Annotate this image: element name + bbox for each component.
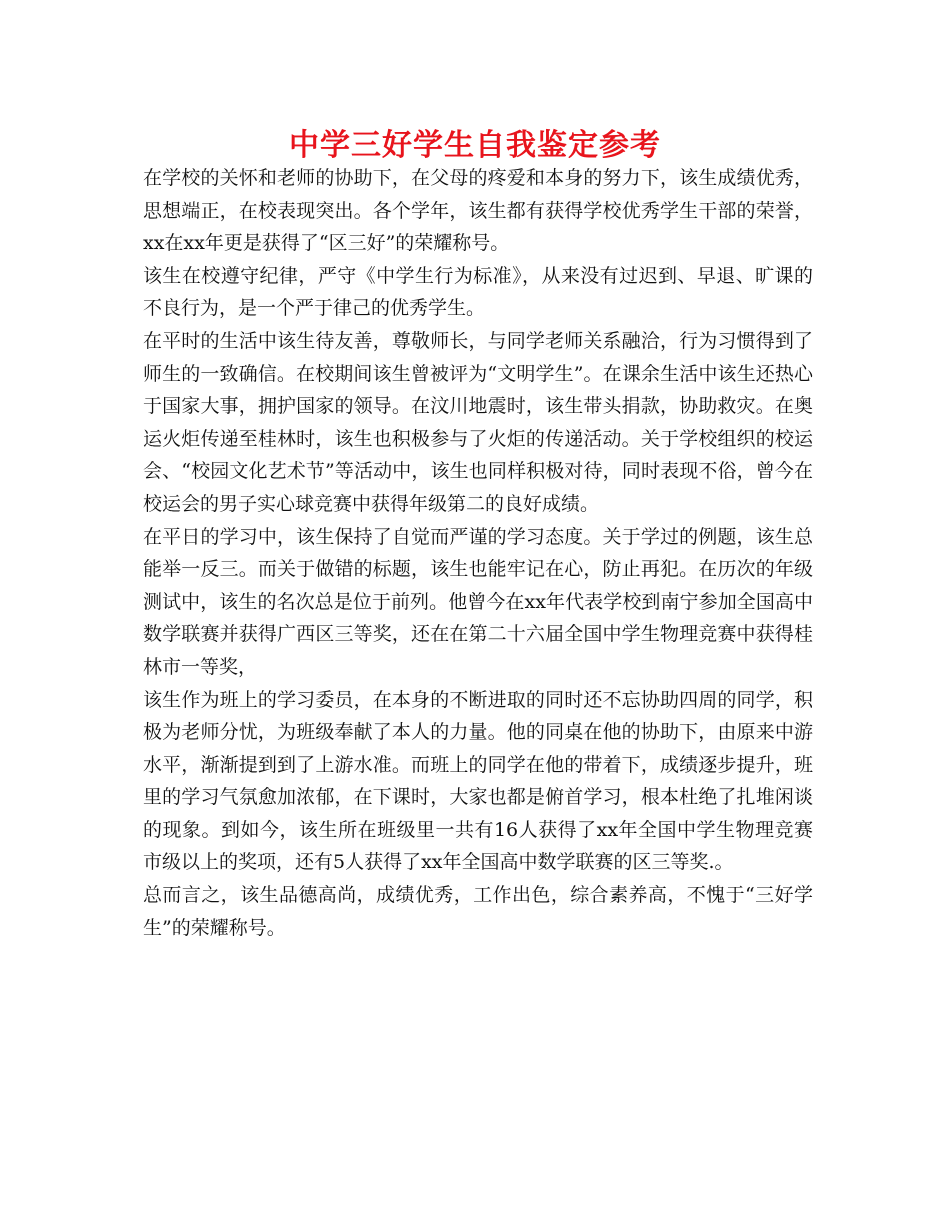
paragraph-5: 该生作为班上的学习委员，在本身的不断进取的同时还不忘协助四周的同学，积极为老师分忧，为班级奉献了本人的力量。他的同桌在他的协助下，由原来中游水平，渐渐提到到了上游水准。而班上的同学在他的带着下，成绩逐步提升，班里的学习气氛愈加浓郁，在下课时，大家也都是俯首学习，根本杜绝了扎堆闲谈的现象。到如今，该生所在班级里一共有16人获得了xx年全国中学生物理竞赛市级以上的奖项，还有5人获得了xx年全国高中数学联赛的区三等奖.。: [143, 688, 813, 874]
paragraph-6: 总而言之，该生品德高尚，成绩优秀，工作出色，综合素养高，不愧于“三好学生”的荣耀称号。: [143, 884, 813, 939]
paragraph-3: 在平时的生活中该生待友善，尊敬师长，与同学老师关系融洽，行为习惯得到了师生的一致确信。在校期间该生曾被评为“文明学生”。在课余生活中该生还热心于国家大事，拥护国家的领导。在汶川地震时，该生带头捐款，协助救灾。在奥运火炬传递至桂林时，该生也积极参与了火炬的传递活动。关于学校组织的校运会、“校园文化艺术节”等活动中，该生也同样积极对待，同时表现不俗，曾今在校运会的男子实心球竞赛中获得年级第二的良好成绩。: [143, 329, 813, 515]
paragraph-2: 该生在校遵守纪律，严守《中学生行为标准》，从来没有过迟到、早退、旷课的不良行为，是一个严于律己的优秀学生。: [143, 264, 813, 320]
paragraph-4: 在平日的学习中，该生保持了自觉而严谨的学习态度。关于学过的例题，该生总能举一反三。而关于做错的标题，该生也能牢记在心，防止再犯。在历次的年级测试中，该生的名次总是位于前列。他曾今在xx年代表学校到南宁参加全国高中数学联赛并获得广西区三等奖，还在在第二十六届全国中学生物理竞赛中获得桂林市一等奖，: [143, 525, 813, 678]
document-title: 中学三好学生自我鉴定参考: [289, 128, 661, 163]
document-body: [143, 162, 813, 944]
paragraph-1: 在学校的关怀和老师的协助下，在父母的疼爱和本身的努力下，该生成绩优秀，思想端正，在校表现突出。各个学年，该生都有获得学校优秀学生干部的荣誉，xx在xx年更是获得了“区三好”的荣耀称号。: [143, 167, 813, 255]
